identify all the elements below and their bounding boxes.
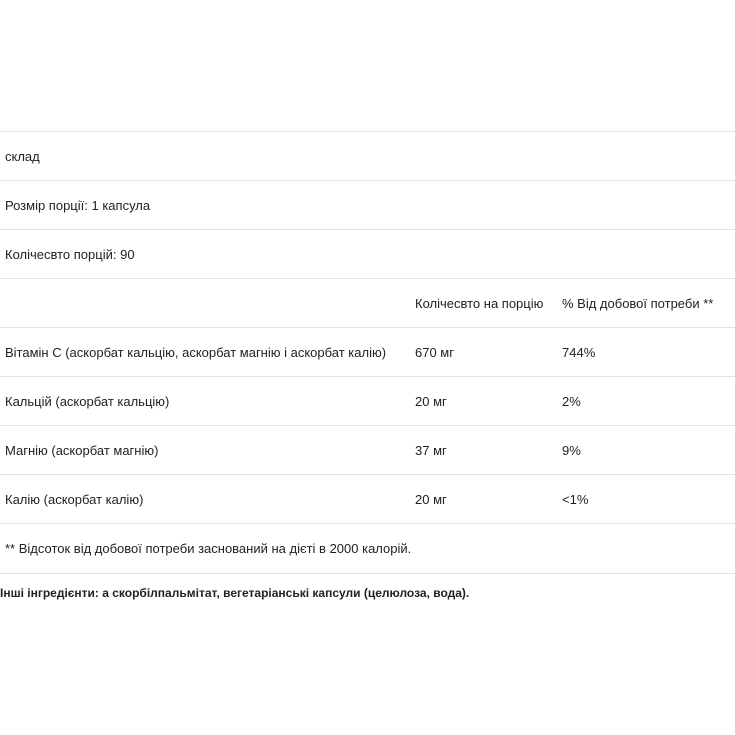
table-row: [0, 328, 735, 377]
servings-per-container-row: [0, 230, 735, 279]
composition-title-row: [0, 132, 735, 181]
other-ingredients: Інші інгредієнти: а скорбілпальмітат, вегетаріанські капсули (целюлоза, вода).: [0, 586, 470, 600]
nutrient-name: Магнію (аскорбат магнію): [0, 426, 415, 475]
serving-size-row: [0, 181, 735, 230]
amount-column-header: Колічесвто на порцію: [415, 279, 562, 328]
nutrient-amount: 670 мг: [415, 328, 562, 377]
nutrient-daily-value: 9%: [562, 426, 735, 475]
nutrient-name: Кальцій (аскорбат кальцію): [0, 377, 415, 426]
footnote-row: [0, 524, 735, 574]
nutrient-amount: 20 мг: [415, 377, 562, 426]
nutrient-column-header: [0, 279, 415, 328]
supplement-facts-table: [0, 131, 735, 574]
servings-per-container: Колічесвто порцій: 90: [0, 230, 735, 279]
nutrient-amount: 37 мг: [415, 426, 562, 475]
column-header-row: [0, 279, 735, 328]
daily-value-footnote: ** Відсоток від добової потреби заснований на дієті в 2000 калорій.: [0, 524, 735, 574]
table-row: [0, 377, 735, 426]
daily-value-column-header: % Від добової потреби **: [562, 279, 735, 328]
nutrient-daily-value: <1%: [562, 475, 735, 524]
serving-size: Розмір порції: 1 капсула: [0, 181, 735, 230]
table-row: [0, 475, 735, 524]
nutrient-name: Вітамін С (аскорбат кальцію, аскорбат магнію і аскорбат калію): [0, 328, 415, 377]
nutrient-name: Калію (аскорбат калію): [0, 475, 415, 524]
nutrient-daily-value: 744%: [562, 328, 735, 377]
composition-title: склад: [0, 132, 735, 181]
table-row: [0, 426, 735, 475]
nutrient-daily-value: 2%: [562, 377, 735, 426]
nutrient-amount: 20 мг: [415, 475, 562, 524]
